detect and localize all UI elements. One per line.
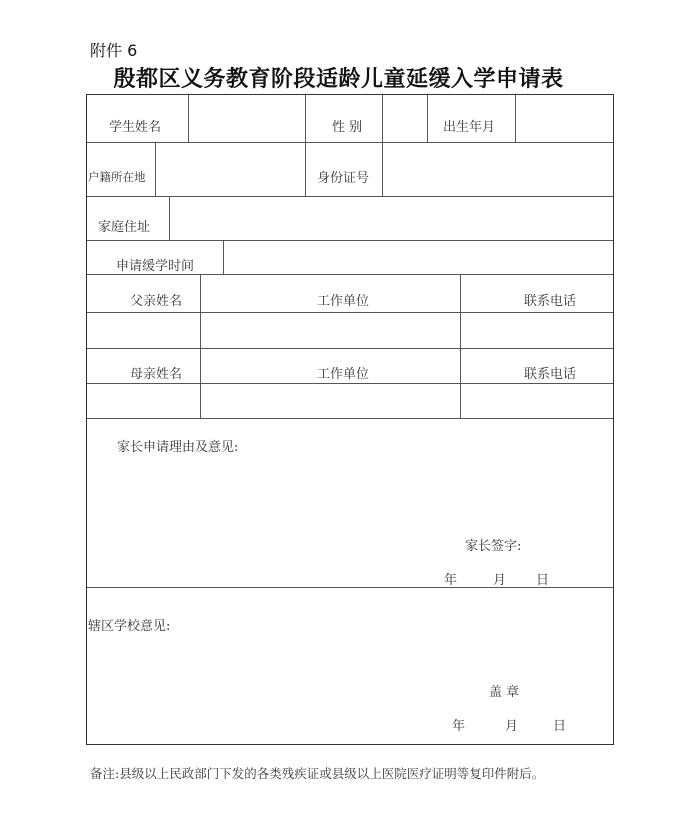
father-phone-field[interactable] <box>461 313 612 347</box>
defer-time-field[interactable] <box>224 241 612 273</box>
defer-time-label: 申请缓学时间 <box>116 259 195 274</box>
row-divider <box>87 274 613 275</box>
row-divider <box>87 348 613 349</box>
parent-reason-field[interactable] <box>88 453 612 533</box>
school-date-month: 月 <box>505 719 519 734</box>
father-name-label: 父亲姓名 <box>130 294 183 309</box>
col-divider <box>305 95 306 196</box>
school-opinion-label: 辖区学校意见: <box>88 619 171 634</box>
mother-name-label: 母亲姓名 <box>130 367 183 382</box>
parent-signature-label: 家长签字: <box>465 539 522 554</box>
school-date-year: 年 <box>452 719 466 734</box>
address-label: 家庭住址 <box>98 220 151 235</box>
page-title: 殷都区义务教育阶段适龄儿童延缓入学申请表 <box>113 66 564 92</box>
row-divider <box>87 418 613 419</box>
mother-name-field[interactable] <box>88 384 199 417</box>
father-name-field[interactable] <box>88 313 199 347</box>
student-name-label: 学生姓名 <box>109 120 162 135</box>
school-opinion-field[interactable] <box>88 635 612 679</box>
hukou-field[interactable] <box>156 143 304 195</box>
father-work-field[interactable] <box>201 313 459 347</box>
col-divider <box>427 95 428 142</box>
application-form <box>86 94 614 745</box>
id-number-label: 身份证号 <box>317 171 370 186</box>
father-phone-label: 联系电话 <box>524 294 577 309</box>
id-number-field[interactable] <box>383 143 612 195</box>
hukou-label: 户籍所在地 <box>88 170 146 184</box>
father-work-label: 工作单位 <box>317 294 370 309</box>
birth-label: 出生年月 <box>443 120 496 135</box>
parent-reason-label: 家长申请理由及意见: <box>117 440 239 455</box>
student-name-field[interactable] <box>189 96 304 141</box>
seal-label: 盖 章 <box>489 685 520 700</box>
gender-field[interactable] <box>383 96 426 141</box>
parent-date-year: 年 <box>444 573 458 588</box>
gender-label: 性 别 <box>332 120 363 135</box>
mother-work-label: 工作单位 <box>317 367 370 382</box>
address-field[interactable] <box>170 197 612 239</box>
mother-work-field[interactable] <box>201 384 459 417</box>
mother-phone-label: 联系电话 <box>524 367 577 382</box>
parent-date-day: 日 <box>536 573 550 588</box>
footnote: 备注:县级以上民政部门下发的各类残疾证或县级以上医院医疗证明等复印件附后。 <box>90 766 545 781</box>
school-date-day: 日 <box>553 719 567 734</box>
parent-date-month: 月 <box>493 573 507 588</box>
row-divider <box>87 587 613 588</box>
mother-phone-field[interactable] <box>461 384 612 417</box>
birth-field[interactable] <box>516 96 612 141</box>
attachment-label: 附件 6 <box>90 41 138 60</box>
